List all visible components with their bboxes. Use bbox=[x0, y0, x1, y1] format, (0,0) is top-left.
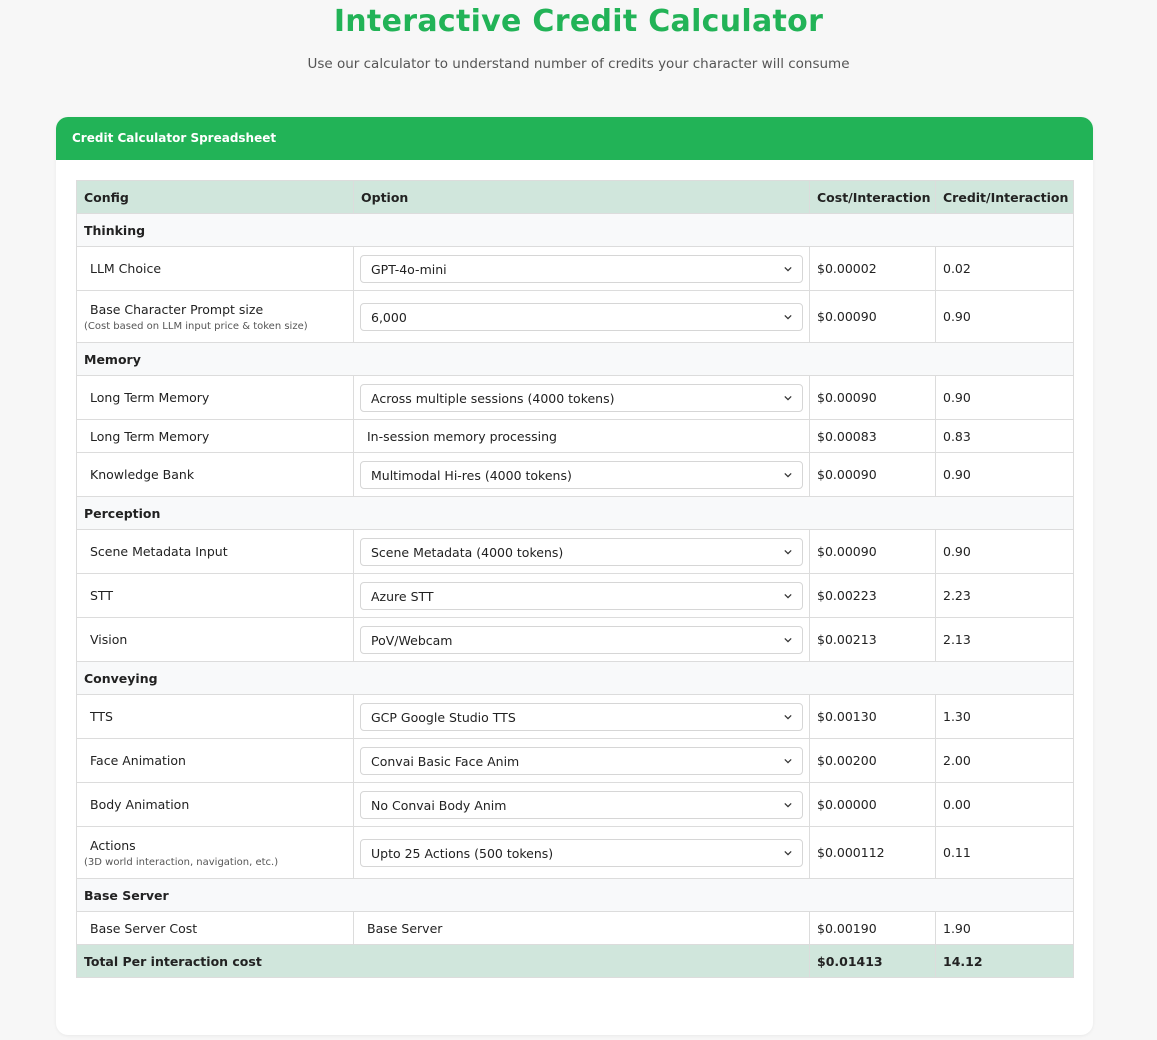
cost-cell: $0.00090 bbox=[810, 453, 936, 497]
credit-cell: 1.90 bbox=[936, 912, 1074, 945]
chevron-down-icon bbox=[784, 801, 792, 809]
select-value: Azure STT bbox=[371, 588, 434, 604]
config-label: Knowledge Bank bbox=[77, 453, 354, 497]
chevron-down-icon bbox=[784, 313, 792, 321]
chevron-down-icon bbox=[784, 471, 792, 479]
knowledge-bank-select[interactable] bbox=[360, 461, 803, 489]
credit-table bbox=[76, 180, 1074, 978]
cost-cell: $0.00223 bbox=[810, 574, 936, 618]
col-header-config: Config bbox=[77, 181, 354, 214]
chevron-down-icon bbox=[784, 548, 792, 556]
tts-select[interactable] bbox=[360, 703, 803, 731]
credit-cell: 0.02 bbox=[936, 247, 1074, 291]
select-value: Upto 25 Actions (500 tokens) bbox=[371, 845, 554, 861]
credit-cell: 0.90 bbox=[936, 376, 1074, 420]
config-label: Base Server Cost bbox=[77, 912, 354, 945]
table-row-prompt bbox=[77, 291, 1074, 343]
chevron-down-icon bbox=[784, 713, 792, 721]
credit-cell: 2.23 bbox=[936, 574, 1074, 618]
total-label: Total Per interaction cost bbox=[77, 945, 810, 978]
credit-cell: 1.30 bbox=[936, 695, 1074, 739]
col-header-credit: Credit/Interaction bbox=[936, 181, 1074, 214]
credit-cell: 0.90 bbox=[936, 453, 1074, 497]
config-label: Body Animation bbox=[77, 783, 354, 827]
credit-cell: 0.11 bbox=[936, 827, 1074, 879]
table-row-face-animation bbox=[77, 739, 1074, 783]
select-value: PoV/Webcam bbox=[371, 632, 453, 648]
config-label bbox=[77, 291, 354, 343]
select-value: 6,000 bbox=[371, 309, 407, 325]
cost-cell: $0.000112 bbox=[810, 827, 936, 879]
page-title: Interactive Credit Calculator bbox=[333, 4, 824, 39]
table-row-tts bbox=[77, 695, 1074, 739]
section-row-perception bbox=[77, 497, 1074, 530]
credit-cell: 0.90 bbox=[936, 291, 1074, 343]
table-header-row bbox=[77, 181, 1074, 214]
cost-cell: $0.00090 bbox=[810, 376, 936, 420]
section-title: Memory bbox=[77, 343, 1074, 376]
config-label: Long Term Memory bbox=[77, 420, 354, 453]
col-header-option: Option bbox=[354, 181, 810, 214]
config-label-text: Base Character Prompt size bbox=[90, 301, 264, 317]
credit-cell: 2.00 bbox=[936, 739, 1074, 783]
config-note: (3D world interaction, navigation, etc.) bbox=[84, 856, 279, 868]
option-text: Base Server bbox=[354, 912, 810, 945]
credit-cell: 0.00 bbox=[936, 783, 1074, 827]
scene-metadata-select[interactable] bbox=[360, 538, 803, 566]
table-row-ltm-multi bbox=[77, 376, 1074, 420]
body-animation-select[interactable] bbox=[360, 791, 803, 819]
config-label-text: Actions bbox=[90, 837, 136, 853]
actions-select[interactable] bbox=[360, 839, 803, 867]
cost-cell: $0.00090 bbox=[810, 291, 936, 343]
config-label: TTS bbox=[77, 695, 354, 739]
credit-cell: 0.90 bbox=[936, 530, 1074, 574]
config-label: LLM Choice bbox=[77, 247, 354, 291]
select-value: Convai Basic Face Anim bbox=[371, 753, 520, 769]
cost-cell: $0.00000 bbox=[810, 783, 936, 827]
select-value: Across multiple sessions (4000 tokens) bbox=[371, 390, 615, 406]
chevron-down-icon bbox=[784, 636, 792, 644]
chevron-down-icon bbox=[784, 265, 792, 273]
section-row-memory bbox=[77, 343, 1074, 376]
long-term-memory-select[interactable] bbox=[360, 384, 803, 412]
config-label bbox=[77, 827, 354, 879]
table-row-body-animation bbox=[77, 783, 1074, 827]
section-row-thinking bbox=[77, 214, 1074, 247]
credit-cell: 0.83 bbox=[936, 420, 1074, 453]
table-row-ltm-session bbox=[77, 420, 1074, 453]
section-title: Perception bbox=[77, 497, 1074, 530]
section-title: Base Server bbox=[77, 879, 1074, 912]
config-label: STT bbox=[77, 574, 354, 618]
cost-cell: $0.00213 bbox=[810, 618, 936, 662]
config-note: (Cost based on LLM input price & token size) bbox=[84, 320, 308, 332]
chevron-down-icon bbox=[784, 849, 792, 857]
cost-cell: $0.00090 bbox=[810, 530, 936, 574]
total-row bbox=[77, 945, 1074, 978]
select-value: Multimodal Hi-res (4000 tokens) bbox=[371, 467, 572, 483]
table-row-base-server bbox=[77, 912, 1074, 945]
table-row-stt bbox=[77, 574, 1074, 618]
config-label: Scene Metadata Input bbox=[77, 530, 354, 574]
cost-cell: $0.00002 bbox=[810, 247, 936, 291]
select-value: No Convai Body Anim bbox=[371, 797, 507, 813]
cost-cell: $0.00130 bbox=[810, 695, 936, 739]
card-header: Credit Calculator Spreadsheet bbox=[56, 117, 1093, 160]
table-row-vision bbox=[77, 618, 1074, 662]
total-cost: $0.01413 bbox=[810, 945, 936, 978]
calculator-card bbox=[56, 117, 1093, 1035]
select-value: GCP Google Studio TTS bbox=[371, 709, 516, 725]
table-row-llm bbox=[77, 247, 1074, 291]
section-row-base-server bbox=[77, 879, 1074, 912]
config-label: Face Animation bbox=[77, 739, 354, 783]
section-row-conveying bbox=[77, 662, 1074, 695]
cost-cell: $0.00200 bbox=[810, 739, 936, 783]
llm-select[interactable] bbox=[360, 255, 803, 283]
cost-cell: $0.00083 bbox=[810, 420, 936, 453]
page-subtitle: Use our calculator to understand number of credits your character will consume bbox=[307, 56, 850, 72]
select-value: Scene Metadata (4000 tokens) bbox=[371, 544, 564, 560]
table-row-knowledge-bank bbox=[77, 453, 1074, 497]
cost-cell: $0.00190 bbox=[810, 912, 936, 945]
chevron-down-icon bbox=[784, 592, 792, 600]
option-text: In-session memory processing bbox=[354, 420, 810, 453]
chevron-down-icon bbox=[784, 757, 792, 765]
select-value: GPT-4o-mini bbox=[371, 261, 447, 277]
section-title: Thinking bbox=[77, 214, 1074, 247]
chevron-down-icon bbox=[784, 394, 792, 402]
col-header-cost: Cost/Interaction bbox=[810, 181, 936, 214]
face-animation-select[interactable] bbox=[360, 747, 803, 775]
table-row-scene bbox=[77, 530, 1074, 574]
stt-select[interactable] bbox=[360, 582, 803, 610]
table-row-actions bbox=[77, 827, 1074, 879]
credit-cell: 2.13 bbox=[936, 618, 1074, 662]
section-title: Conveying bbox=[77, 662, 1074, 695]
config-label: Vision bbox=[77, 618, 354, 662]
prompt-size-select[interactable] bbox=[360, 303, 803, 331]
vision-select[interactable] bbox=[360, 626, 803, 654]
total-credit: 14.12 bbox=[936, 945, 1074, 978]
config-label: Long Term Memory bbox=[77, 376, 354, 420]
